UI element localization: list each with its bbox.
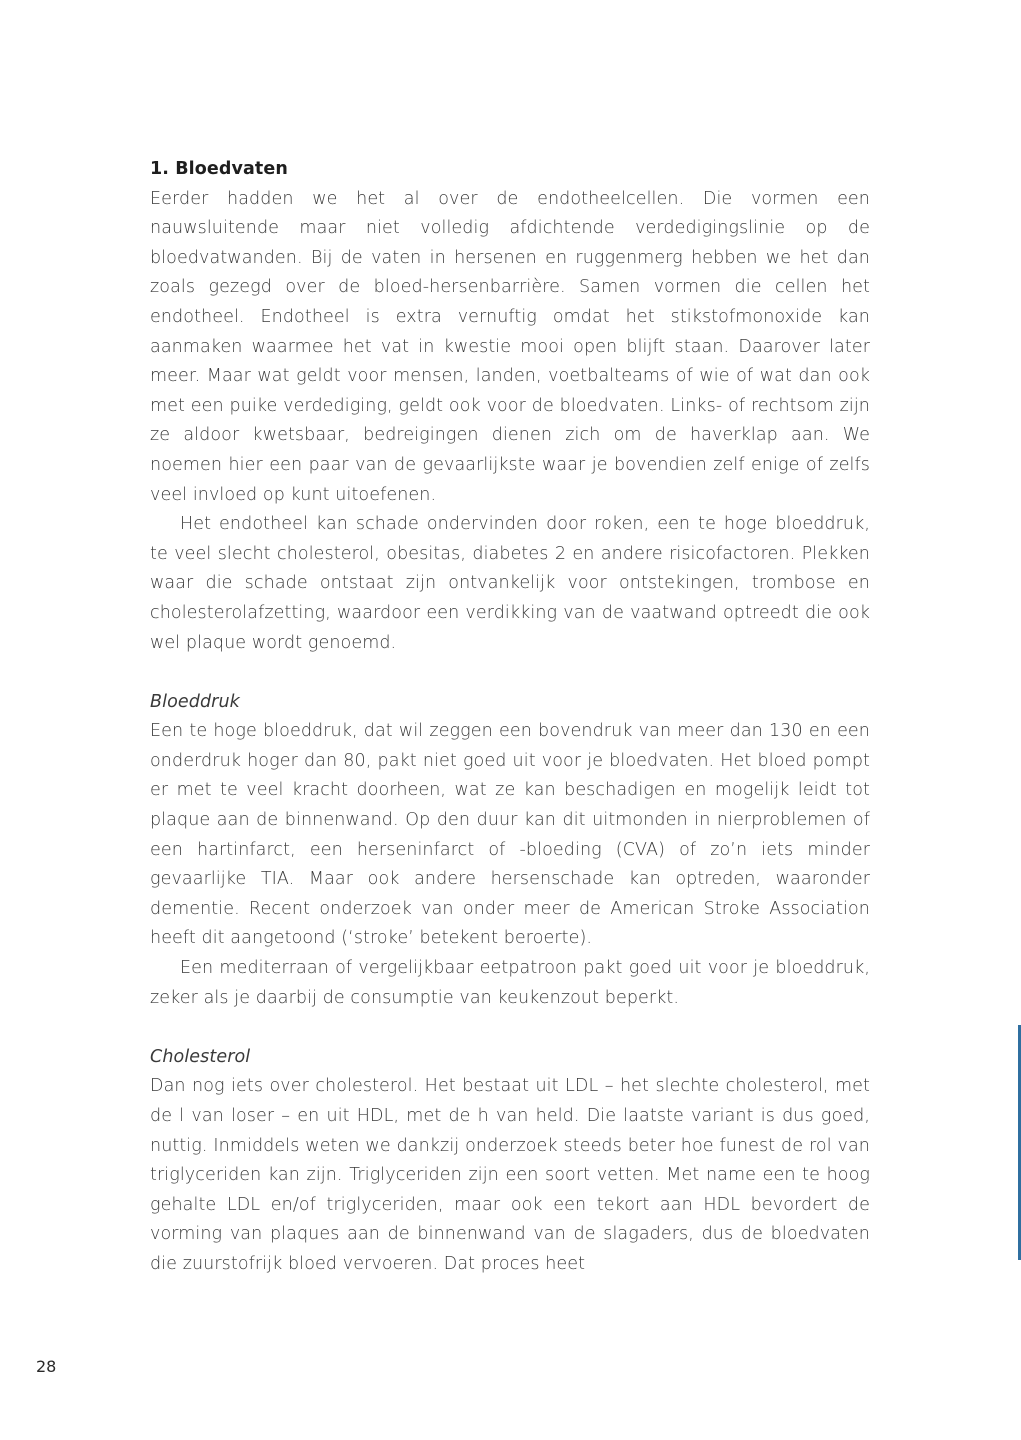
subheading-cholesterol: Cholesterol — [150, 1046, 251, 1067]
paragraph-endotheel-intro: Eerder hadden we het al over de endotheelcellen. Die vormen een nauwsluitende maar niet volledig afdichtende verdedigingslinie op de bloedvatwanden. Bij de vaten in hersenen en ruggenmerg hebben we het dan zoals gezegd over de bloed-hersenbarrière. Samen vormen die cellen het endotheel. Endotheel is extra vernuftig omdat het stikstofmonoxide kan aanmaken waarmee het vat in kwestie mooi open blijft staan. Daarover later meer. Maar wat geldt voor mensen, landen, voetbalteams of wie of wat dan ook met een puike verdediging, geldt ook voor de bloedvaten. Links- of rechtsom zijn ze aldoor kwetsbaar, bedreigingen dienen zich om de haverklap aan. We noemen hier een paar van de gevaarlijkste waar je bovendien zelf enige of zelfs veel invloed op kunt uitoefenen. — [150, 188, 870, 505]
section-title: 1. Bloedvaten — [150, 159, 288, 179]
spacer — [150, 1013, 870, 1043]
main-text — [150, 155, 870, 1280]
paragraph-bloeddruk: Een te hoge bloeddruk, dat wil zeggen een bovendruk van meer dan 130 en een onderdruk hoger dan 80, pakt niet goed uit voor je bloedvaten. Het bloed pompt er met te veel kracht doorheen, wat ze kan beschadigen en mogelijk leidt tot plaque aan de binnenwand. Op den duur kan dit uitmonden in nierproblemen of een hartinfarct, een herseninfarct of -bloeding (CVA) of zo’n iets minder gevaarlijke TIA. Maar ook andere hersenschade kan optreden, waaronder dementie. Recent onderzoek van onder meer de American Stroke Association heeft dit aangetoond (‘stroke’ betekent beroerte). — [150, 721, 870, 949]
spacer — [150, 658, 870, 688]
paragraph-cholesterol: Dan nog iets over cholesterol. Het bestaat uit LDL – het slechte cholesterol, met de l van loser – en uit HDL, met de h van held. Die laatste variant is dus goed, nuttig. Inmiddels weten we dankzij onderzoek steeds beter hoe funest de rol van triglyceriden kan zijn. Triglyceriden zijn een soort vetten. Met name een te hoog gehalte LDL en/of triglyceriden, maar ook een tekort aan HDL bevordert de vorming van plaques aan de binnenwand van de slagaders, dus de bloedvaten die zuurstofrijk bloed vervoeren. Dat proces heet — [150, 1076, 870, 1274]
subheading-bloeddruk: Bloeddruk — [150, 691, 240, 712]
paragraph-eetpatroon: Een mediterraan of vergelijkbaar eetpatroon pakt goed uit voor je bloeddruk, zeker als je daarbij de consumptie van keukenzout beperkt. — [150, 958, 870, 1008]
paragraph-endotheel-schade: Het endotheel kan schade ondervinden door roken, een te hoge bloeddruk, te veel slecht cholesterol, obesitas, diabetes 2 en andere risicofactoren. Plekken waar die schade ontstaat zijn ontvankelijk voor ontstekingen, trombose en cholesterolafzetting, waardoor een verdikking van de vaatwand optreedt die ook wel plaque wordt genoemd. — [150, 514, 870, 653]
page-number: 28 — [36, 1357, 57, 1376]
